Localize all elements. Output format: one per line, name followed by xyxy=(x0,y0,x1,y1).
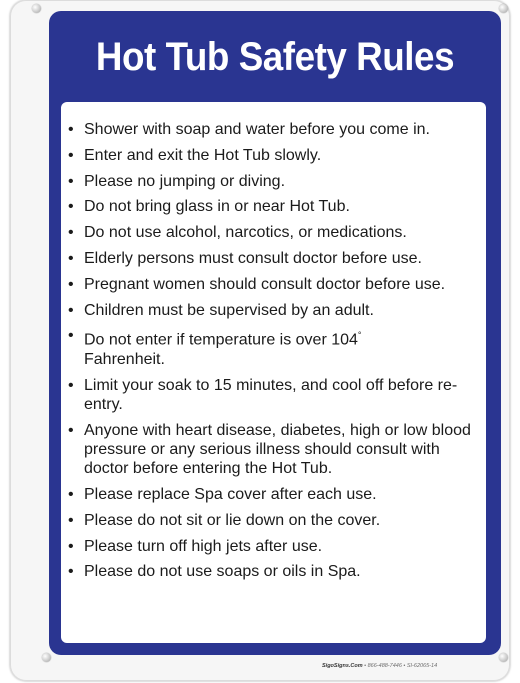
rule-item xyxy=(61,562,486,581)
rule-text: Please do not use soaps or oils in Spa. xyxy=(84,563,361,581)
rule-text: Anyone with heart disease, diabetes, high or low blood pressure or any serious illness should consult with doctor before entering the Hot Tub. xyxy=(84,421,471,478)
rule-item xyxy=(61,172,486,191)
rule-item xyxy=(61,223,486,242)
bullet-icon: • xyxy=(68,121,74,138)
footer-brand: SigoSigns.Com xyxy=(322,663,363,669)
rule-item xyxy=(61,537,486,556)
rule-text: Shower with soap and water before you come in. xyxy=(84,121,430,138)
temperature-unit: Fahrenheit. xyxy=(84,350,165,368)
rule-item xyxy=(61,301,486,320)
rule-text: Please turn off high jets after use. xyxy=(84,537,323,555)
screw-bottom-right xyxy=(499,653,508,662)
rule-text: Children must be supervised by an adult. xyxy=(84,301,374,319)
rule-item xyxy=(61,421,486,479)
bullet-icon: • xyxy=(68,301,74,319)
rule-text: Enter and exit the Hot Tub slowly. xyxy=(84,146,322,164)
screw-bottom-left xyxy=(42,653,51,662)
rules-panel xyxy=(61,102,486,643)
sign-footer xyxy=(322,663,437,669)
sign-frame xyxy=(49,11,501,655)
bullet-icon: • xyxy=(68,511,74,529)
bullet-icon: • xyxy=(68,563,74,581)
degree-symbol: ° xyxy=(357,330,362,341)
bullet-icon: • xyxy=(68,275,74,293)
bullet-icon: • xyxy=(68,249,74,267)
rule-text: Do not use alcohol, narcotics, or medications. xyxy=(84,224,407,242)
rules-list xyxy=(61,102,486,582)
bullet-icon: • xyxy=(68,485,74,503)
rule-item xyxy=(61,146,486,165)
rule-item xyxy=(61,511,486,530)
rule-text: Please do not sit or lie down on the cover. xyxy=(84,511,381,529)
rule-item xyxy=(61,326,486,369)
bullet-icon: • xyxy=(68,224,74,242)
rule-item xyxy=(61,197,486,216)
rule-text: Do not enter if temperature is over 104 xyxy=(84,331,358,349)
rule-text: Elderly persons must consult doctor before use. xyxy=(84,249,422,267)
rule-text: Please no jumping or diving. xyxy=(84,172,286,190)
rule-item xyxy=(61,376,486,414)
bullet-icon: • xyxy=(68,421,74,439)
rule-text: Please replace Spa cover after each use. xyxy=(84,485,377,503)
rule-text: Do not bring glass in or near Hot Tub. xyxy=(84,198,350,216)
rule-text: Limit your soak to 15 minutes, and cool off before re-entry. xyxy=(84,376,458,413)
rule-item xyxy=(61,275,486,294)
bullet-icon: • xyxy=(68,146,74,164)
rule-item xyxy=(61,485,486,504)
bullet-icon: • xyxy=(68,537,74,555)
rule-item xyxy=(61,249,486,268)
bullet-icon: • xyxy=(68,327,74,345)
screw-top-left xyxy=(32,4,41,13)
rule-item xyxy=(61,120,486,139)
footer-details: • 866-488-7446 • SI-62065-14 xyxy=(362,663,438,669)
screw-top-right xyxy=(499,4,508,13)
bullet-icon: • xyxy=(68,198,74,216)
rule-text: Pregnant women should consult doctor before use. xyxy=(84,275,446,293)
safety-sign xyxy=(10,0,510,681)
bullet-icon: • xyxy=(68,172,74,190)
sign-title: Hot Tub Safety Rules xyxy=(95,34,455,79)
bullet-icon: • xyxy=(68,376,74,394)
